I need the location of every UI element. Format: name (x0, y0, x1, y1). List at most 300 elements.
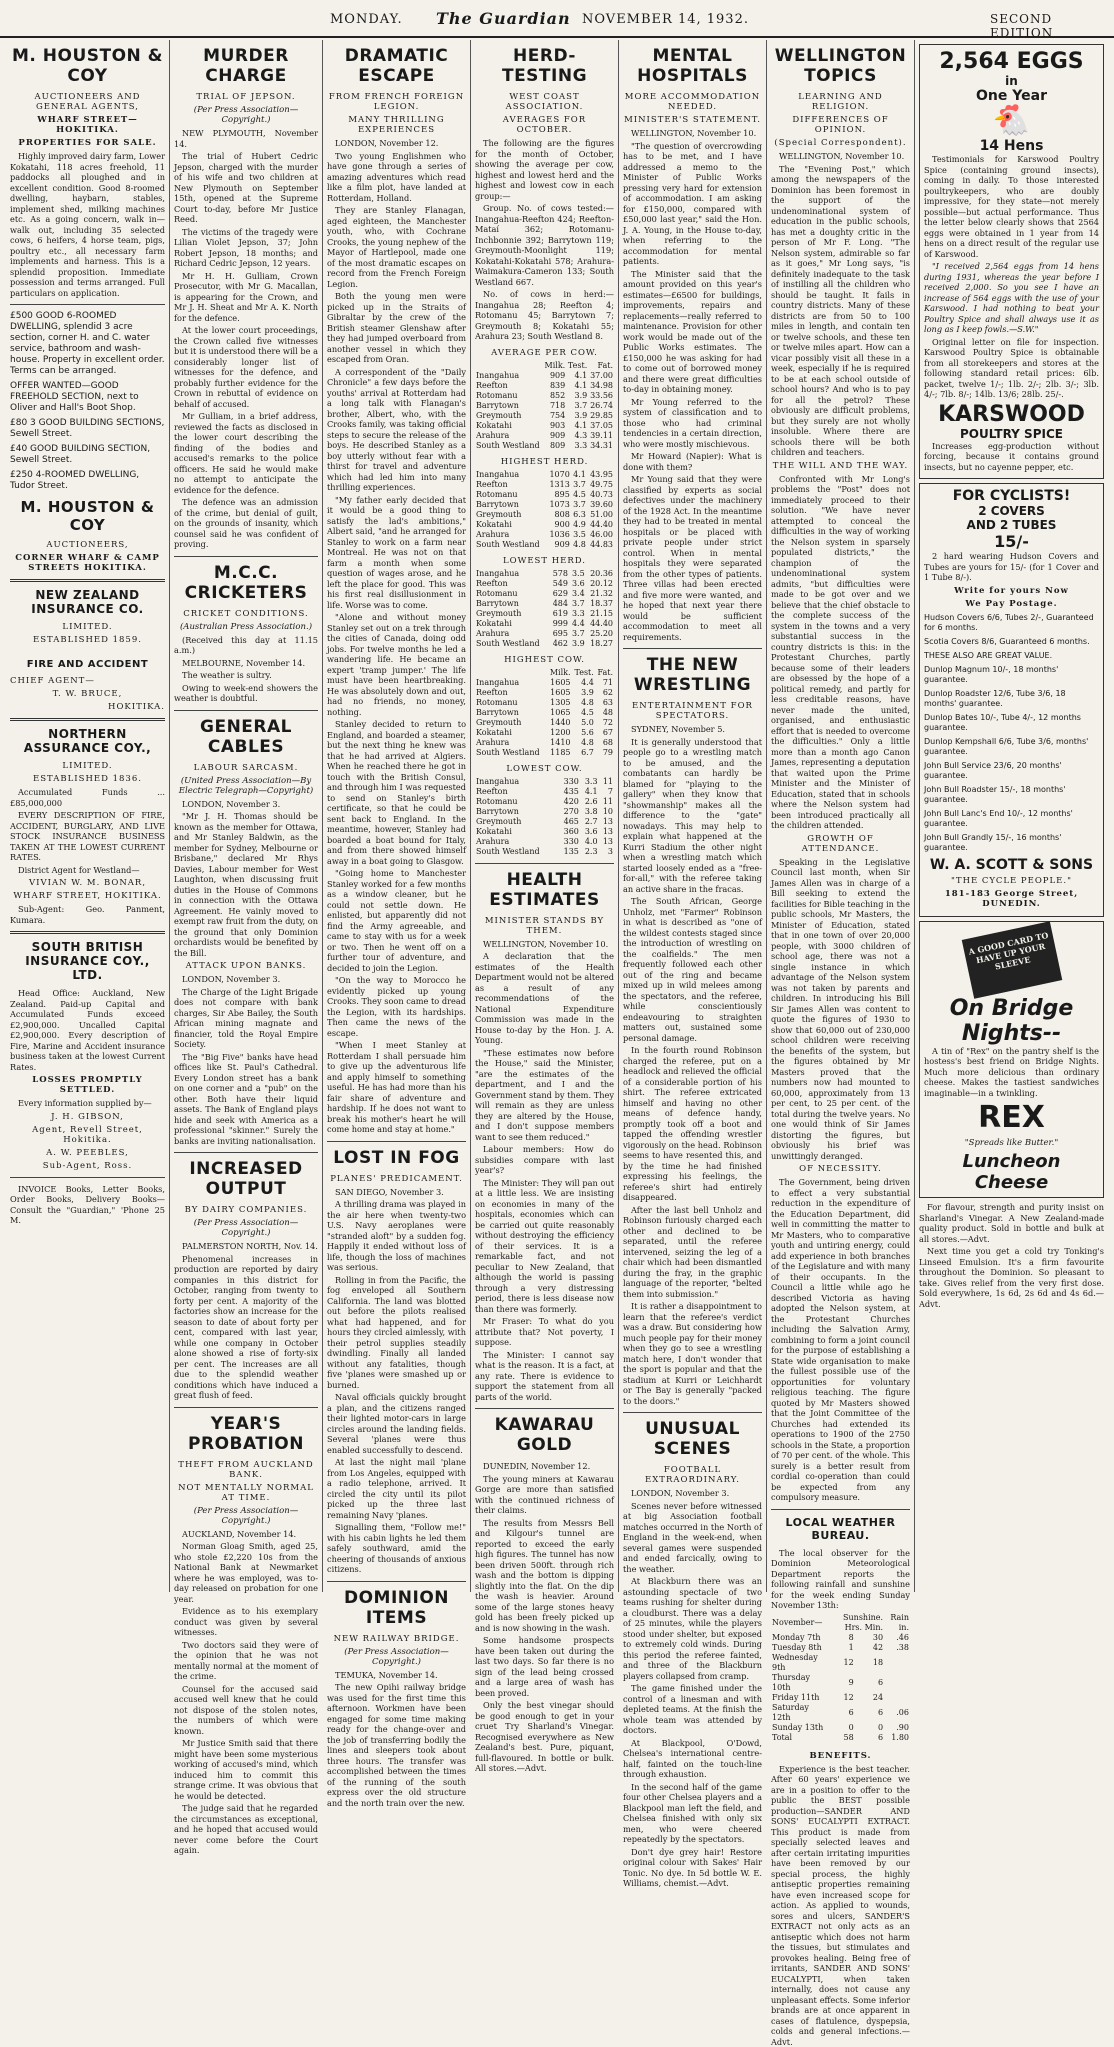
rex-ad (919, 921, 1104, 1199)
article-paragraph: (Received this day at 11.15 a.m.) (174, 635, 318, 656)
herd-table-cell: 809 (543, 441, 566, 451)
ad-text: Next time you get a cold try Tonking's Linseed Emulsion. It's a firm favourite throughout the Dominion. So pleasant to take. Gives relief from the very first dose. Sold everywhere, 1s 6d, 2s 6d and 4s 6d.—Advt. (919, 1246, 1104, 1309)
herd-table-cell: 13 (599, 817, 614, 827)
herd-table-cell: 3.7 (571, 480, 587, 490)
classified-ad: £80 3 GOOD BUILDING SECTIONS, Sewell Street. (10, 418, 165, 440)
herd-table-cell: Rotomanu (475, 490, 546, 500)
weather-row (771, 1653, 910, 1673)
herd-table (475, 361, 614, 451)
herd-table-cell: 900 (546, 520, 570, 530)
herd-table-cell: 4.4 (569, 619, 586, 629)
cyc-covers: 2 COVERS (924, 504, 1099, 518)
herd-table-cell: 68 (595, 738, 614, 748)
herd-table-cell: 3.3 (580, 777, 599, 787)
article-subheading: AVERAGES FOR OCTOBER. (475, 115, 614, 135)
northern-every: EVERY DESCRIPTION OF FIRE, ACCIDENT, BURGLARY, AND LIVE STOCK INSURANCE BUSINESS TAKEN AT THE LOWEST CURRENT RATES. (10, 810, 165, 863)
herd-table-cell: 3.7 (569, 629, 586, 639)
losses-settled: LOSSES PROMPTLY SETTLED. (10, 1075, 165, 1095)
herd-table-cell: 4.1 (566, 421, 588, 431)
herd-table-cell: 3.7 (566, 401, 588, 411)
herd-table-row (475, 510, 614, 520)
herd-table-row (475, 490, 614, 500)
weather-cell: Total (771, 1733, 825, 1743)
masthead-edition: SECOND EDITION (990, 12, 1114, 40)
herd-tables (475, 348, 614, 857)
article-paragraph: The new Opihi railway bridge was used for the first time this afternoon. Workmen have been engaged for some time making ready for the change-over and the job of transferring bodily the lines and sleepers took about three hours. The transfer was accomplished between the times of the running of the south express over the old structure and the north train over the new. (327, 1682, 466, 1808)
article-paragraph: Mr Young referred to the system of classification and to those who had criminal tendencies in a certain direction, who were mostly mischievous. (623, 397, 762, 450)
column-7 (915, 40, 1108, 1592)
article-paragraph: Only the best vinegar should be good enough to get in your cruet Try Sharland's Vinegar. Recognised everywhere as New Zealand's best. Pure, piquant, full-flavoured. In bottle or bulk. All stores.—Advt. (475, 1700, 614, 1774)
herd-table-cell: 33.56 (588, 391, 614, 401)
weather-cell: 6 (855, 1733, 884, 1743)
article-subheading: MINISTER STANDS BY THEM. (475, 916, 614, 936)
herd-table-cell: South Westland (475, 441, 543, 451)
article-subheading: ATTACK UPON BANKS. (174, 961, 318, 971)
article-paragraph: "When I meet Stanley at Rotterdam I shall persuade him to give up the adventurous life and apply himself to something useful. He has had more than his fair share of adventure and hardship. If he does not want to break his mother's heart he will come home and stay at home." (327, 1040, 466, 1135)
herd-table-cell: Greymouth (475, 510, 546, 520)
agent-peebles: A. W. PEEBLES, (10, 1148, 165, 1158)
article-paragraph: The "Evening Post," which among the newspapers of the Dominion has been foremost in the support of the undenominational system of education in the public schools, has met a doughty critic in the person of Mr F. Long. "The Nelson system, admirable so far as it goes," Mr Long says, "is definitely inadequate to the task of instilling all the children who should be taught. It fails in country districts. Many of these districts are from 50 to 100 miles in length, and contain ten or twelve schools, and these ten or twelve miles apart. How can a vicar possibly visit all these in a week, especially if he is required to be at each school outside of school hours? And who is to pay for all the petrol? These obviously are difficult problems, but they surely are not wholly insoluble. Where there are schools there will be both children and teachers. (771, 164, 910, 458)
herd-table-head: Test. (566, 361, 588, 371)
herd-table-head: Fat. (595, 668, 614, 678)
article-subheading: PLANES' PREDICAMENT. (327, 1174, 466, 1184)
herd-table-cell: 4.9 (571, 520, 587, 530)
cyclist-ad (919, 483, 1104, 917)
article-subheading: ENTERTAINMENT FOR SPECTATORS. (623, 701, 762, 721)
weather-cell: 1 (825, 1643, 854, 1653)
cyc-price: 15/- (924, 532, 1099, 551)
masthead-title: The Guardian (436, 9, 571, 28)
herd-table-head (475, 668, 547, 678)
herd-table-cell: Arahura (475, 738, 547, 748)
article-heading: HERD-TESTING (475, 46, 614, 86)
article-paragraph: Norman Gloag Smith, aged 25, who stole £2,220 10s from the National Bank at Newmarket where he was employed, was to-day released on probation for one year. (174, 1541, 318, 1604)
herd-table-cell: Arahura (475, 837, 558, 847)
article-paragraph: Counsel for the accused said accused well knew that he could not dispose of the stolen notes, the numbers of which were known. (174, 1684, 318, 1737)
herd-table-cell: 808 (546, 510, 570, 520)
weather-row (771, 1733, 910, 1743)
article-paragraph: LONDON, November 3. (174, 799, 318, 810)
herd-table-cell: 629 (549, 589, 569, 599)
herd-table-cell: 999 (549, 619, 569, 629)
weather-cell: 12 (825, 1653, 854, 1673)
article-paragraph: The weather is sultry. (174, 670, 318, 681)
article-paragraph: MELBOURNE, November 14. (174, 658, 318, 669)
article-paragraph: At the lower court proceedings, the Crown called five witnesses but it is understood there will be a considerably longer list of witnesses for the defence, and probably further evidence for the Crown in rebuttal of evidence on behalf of accused. (174, 325, 318, 409)
herd-table-cell: Inangahua (475, 777, 558, 787)
article-paragraph: Group. No. of cows tested:—Inangahua-Reefton 424; Reefton-Mataí 362; Rotomanu-Inchbonnie 392; Barrytown 119; Greymouth-Moonlight 119; Kokatahi-Kokatahi 578; Arahura-Waimakura-Cameron 133; South Westland 667. (475, 203, 614, 287)
herd-table-row (475, 817, 614, 827)
article-heading: MURDER CHARGE (174, 46, 318, 86)
herd-table-cell: 21.15 (586, 609, 614, 619)
herd-table-row (475, 718, 614, 728)
article-paragraph: It is generally understood that people go to a wrestling match to be amused, and the combatants can hardly be blamed for "playing to the gallery" when they know that "showmanship" makes all the difference to the "gate" nowadays. This may help to explain what happened at the Kurri Stadium the other night when a wrestling match which started loosely ended as a "free-for-all," with the referee taking an active share in the fracas. (623, 737, 762, 895)
weather-row (771, 1703, 910, 1723)
herd-table-cell: 3.7 (569, 599, 586, 609)
article-paragraph: DUNEDIN, November 12. (475, 1461, 614, 1472)
fire-accident: FIRE AND ACCIDENT (10, 659, 165, 670)
article-paragraph: The judge said that he regarded the circumstances as exceptional, and he hoped that accused would never come before the Court again. (174, 1803, 318, 1856)
herd-table-cell: Rotomanu (475, 391, 543, 401)
article-heading: DRAMATIC ESCAPE (327, 46, 466, 86)
vivian-name: VIVIAN W. M. BONAR, (10, 878, 165, 888)
weather-cell: Monday 7th (771, 1633, 825, 1643)
ad-text: Original letter on file for inspection. Karswood Poultry Spice is obtainable from all storekeepers and stores at the following standard retail prices: 6lb. packet, twelve 1/-; 1lb. 2/-; 2lb. 3/-; 3lb. 4/-; 7lb. 8/-; 14lb. 13/6; 28lb. 25/-. (924, 337, 1099, 400)
weather-row (771, 1643, 910, 1653)
article-paragraph: The defence was an admission of the crime, but denial of guilt, on the grounds of insanity, which counsel said he was confident of proving. (174, 497, 318, 550)
article-paragraph: Mr Gulliam, in a brief address, reviewed the facts as disclosed in the lower court describing the finding of the bodies and accused's remarks to the police officers. He said he would make no attempt to anticipate the evidence for the defence. (174, 411, 318, 495)
herd-table-cell: 578 (549, 569, 569, 579)
herd-table-cell: 29.85 (588, 411, 614, 421)
herd-table-cell: 360 (558, 827, 580, 837)
herd-table-cell: Barrytown (475, 401, 543, 411)
weather-cell: Sunday 13th (771, 1723, 825, 1733)
herd-table-cell: 1305 (547, 698, 572, 708)
herd-table-cell: South Westland (475, 540, 546, 550)
cyc-item: Dunlop Kempshall 6/6, Tube 3/6, months' guarantee. (924, 737, 1099, 757)
herd-table-cell: 3 (599, 847, 614, 857)
article-paragraph: "The question of overcrowding has to be met, and I have addressed a memo to the Minister of Public Works pressing very hard for extension of accommodation. I am asking for £150,000, compared with £50,000 last year," said the Hon. J. A. Young, in the House to-day, when referring to the accommodation for mental patients. (623, 141, 762, 267)
article-paragraph: Mr Howard (Napier): What is done with them? (623, 451, 762, 472)
herd-table-row (475, 847, 614, 857)
herd-table-head (475, 361, 543, 371)
weather-cell: 12 (825, 1693, 854, 1703)
weather-cell: 0 (825, 1723, 854, 1733)
herd-table-cell: South Westland (475, 639, 549, 649)
chief-agent-name: T. W. BRUCE, (10, 689, 165, 699)
herd-table-cell: 4.1 (566, 381, 588, 391)
article-paragraph: The victims of the tragedy were Lilian Violet Jepson, 37; John Robert Jepson, 18 months; and Richard Cedric Jepson, 12 years. (174, 227, 318, 269)
herd-table-cell: 4.5 (571, 490, 587, 500)
cyc-item: Dunlop Roadster 12/6, Tube 3/6, 18 months' guarantee. (924, 689, 1099, 709)
herd-table-cell: 71 (595, 678, 614, 688)
herd-table-cell: 5.6 (572, 728, 595, 738)
herd-table-cell: 718 (543, 401, 566, 411)
herd-table-cell: Arahura (475, 431, 543, 441)
article-paragraph: At Blackburn there was an astounding spectacle of two teams rushing for shelter during a cloudburst. There was a delay of 25 minutes, while the players stood under shelter, but exposed to extremely cold winds. During this period the referee fainted, and three of the Blackburn players collapsed from cramp. (623, 1576, 762, 1681)
rex-spreads: "Spreads like Butter." (924, 1138, 1099, 1148)
herd-table-cell: 3.5 (569, 569, 586, 579)
herd-table-row (475, 748, 614, 758)
herd-table-cell: 4.3 (566, 431, 588, 441)
article-subheading: FROM FRENCH FOREIGN LEGION. (327, 92, 466, 112)
herd-table-cell: Barrytown (475, 807, 558, 817)
article-paragraph: After the last bell Unholz and Robinson furiously charged each other and declined to be separated, until the referee intervened, seizing the leg of a chair which had been dismantled during the fray, in the graphic language of the reporter, "belted them into submission." (623, 1205, 762, 1300)
south-british-heading: SOUTH BRITISH INSURANCE COY., LTD. (10, 940, 165, 982)
northern-district: District Agent for Westland— (10, 865, 165, 876)
herd-table-title: LOWEST HERD. (475, 556, 614, 566)
nz-insurance-sub: LIMITED. (10, 622, 165, 632)
herd-table-cell: Greymouth (475, 609, 549, 619)
article-paragraph: "On the way to Morocco he evidently picked up young Crooks. They soon came to dread the Legion, with its hardships. Then came the news of the escape. (327, 975, 466, 1038)
article-paragraph: At last the night mail 'plane from Los Angeles, equipped with a radio telephone, arrived. It circled the city until its pilot picked up the three last remaining Navy 'planes. (327, 1457, 466, 1520)
article-paragraph: "Mr J. H. Thomas should be known as the member for Ottawa, and Mr Stanley Baldwin, as the member for Sydney, Melbourne or Brisbane," declared Mr Rhys Davies, Labour member for West Laughton, when discussing fruit duties in the House of Commons in connection with the Ottawa Agreement. He vainly moved to exempt raw fruit from the duty, on the ground that only Dominion orchardists would be benefited by the Bill. (174, 811, 318, 958)
houston-heading: M. HOUSTON & COY (10, 46, 165, 86)
ad-text: For flavour, strength and purity insist on Sharland's Vinegar. A New Zealand-made quality product. Sold in bottle and bulk at all stores.—Advt. (919, 1202, 1104, 1244)
herd-table-row (475, 500, 614, 510)
weather-cell: 30 (855, 1633, 884, 1643)
article-heading: THE NEW WRESTLING (623, 655, 762, 695)
weather-row (771, 1633, 910, 1643)
herd-table-cell: 695 (549, 629, 569, 639)
hen-icon: 🐔 (924, 104, 1099, 138)
herd-table-cell: 270 (558, 807, 580, 817)
northern-funds: Accumulated Funds ... £85,000,000 (10, 787, 165, 808)
article-heading: INCREASED OUTPUT (174, 1159, 318, 1199)
herd-table-cell: 1073 (546, 500, 570, 510)
herd-table-cell: 549 (549, 579, 569, 589)
herd-table-row (475, 441, 614, 451)
column-4 (471, 40, 619, 1592)
chief-agent: CHIEF AGENT— (10, 676, 165, 686)
article-heading: UNUSUAL SCENES (623, 1419, 762, 1459)
agent-peebles-sub: Sub-Agent, Ross. (10, 1161, 165, 1171)
herd-table-row (475, 470, 614, 480)
article-paragraph: Confronted with Mr Long's problems the "Post" does not immediately proceed to their solution. "We have never attempted to conceal the difficulties in the way of working the Nelson system in sparsely populated districts," the champion of the undenominational system admits, "but difficulties were made to be got over and we believe that the chief obstacle to the complete success of the system in the towns and a very substantial success in the country districts is this: in the Protestant Churches, partly because some of their leaders are obsessed by the hope of a political remedy, and partly for less creditable reasons, have never made the united, organised, and enthusiastic effort that is needed to overcome the difficulties." Only a little more than a month ago Canon James, representing a deputation that waited upon the Prime Minister and the Minister of Education, stated that in schools where the Nelson system had been introduced practically all the children attended. (771, 474, 910, 831)
weather-row (771, 1693, 910, 1703)
herd-table-cell: 39.60 (587, 500, 614, 510)
eggs-year: One Year (924, 88, 1099, 104)
herd-table (475, 569, 614, 649)
article-paragraph: It is rather a disappointment to learn that the referee's verdict was a draw. But considering how much people pay for their money when they go to see a wrestling match here, I don't wonder that the sport is popular and that the stadium at Kurri or Leichhardt or The Bay is generally "packed to the doors." (623, 1301, 762, 1406)
herd-table-cell: 839 (543, 381, 566, 391)
article-paragraph: Evidence as to his exemplary conduct was given by several witnesses. (174, 1606, 318, 1638)
herd-table-head: Milk. (547, 668, 572, 678)
herd-table-cell: 4.1 (580, 787, 599, 797)
herd-table-head: Fat. (588, 361, 614, 371)
weather-cell: 42 (855, 1643, 884, 1653)
article-paragraph: No. of cows in herd:—Inangahua 28; Reefton 4; Rotomanu 45; Barrytown 7; Greymouth 8; Kokatahi 55; Arahura 23; South Westland 8. (475, 289, 614, 342)
herd-table-row (475, 807, 614, 817)
herd-table-cell: 44.83 (587, 540, 614, 550)
masthead-date: NOVEMBER 14, 1932. (582, 12, 749, 27)
herd-table-cell: Barrytown (475, 500, 546, 510)
cyc-tubes: AND 2 TUBES (924, 518, 1099, 532)
weather-cell: Wednesday 9th (771, 1653, 825, 1673)
herd-table-row (475, 619, 614, 629)
article-subheading: FOOTBALL EXTRAORDINARY. (623, 1465, 762, 1485)
masthead-day: MONDAY. (330, 12, 403, 27)
invoice-ad: INVOICE Books, Letter Books, Order Books, Delivery Books—Consult the "Guardian," 'Phone 25 M. (10, 1184, 165, 1226)
herd-table-cell: 72 (595, 718, 614, 728)
herd-table-cell: 3.8 (580, 807, 599, 817)
herd-table-row (475, 569, 614, 579)
herd-table-cell: Arahura (475, 530, 546, 540)
herd-table-row (475, 738, 614, 748)
masthead (0, 0, 1114, 38)
article-paragraph: The Minister said that the amount provided on this year's estimates—£6500 for buildings, improvements, repairs and replacements—really referred to maintenance. Provision for other work would be made out of the Public Works estimates. The £150,000 he was asking for had to come out of borrowed money and there were great difficulties to-day in obtaining money. (623, 269, 762, 395)
article-paragraph: Signalling them, "Follow me!" with his cabin lights he led them safely southward, amid the cheering of thousands of anxious citizens. (327, 1522, 466, 1575)
weather-cell: 6 (825, 1703, 854, 1723)
houston2-street: CORNER WHARF & CAMP STREETS HOKITIKA. (10, 553, 165, 573)
herd-table-cell: 1440 (547, 718, 572, 728)
article-paragraph: Speaking in the Legislative Council last month, when Sir James Allen was in charge of a Bill seeking to extend the facilities for Bible teaching in the public schools, Mr Masters, the Minister of Education, stated that in one town of over 20,000 people, with 3000 children of school age, there was not a single instance in which advantage of the Nelson system was not taken by parents and children. In introducing his Bill Sir James Allen was content to quote the figures of 1930 to show that 60,000 out of 230,000 school children were receiving the benefits of the system, but the figures obtained by Mr Masters proved that the numbers now had mounted to 60,000, approximately from 13 per cent, to 25 per cent. of the total during the twelve years. No one would think of Sir James distorting the figures, but obviously his brief was unwittingly deranged. (771, 857, 910, 1162)
herd-table-cell: 3.3 (569, 609, 586, 619)
article-paragraph: The South African, George Unholz, met "Farmer" Robinson in what is described as "one of the wildest contests staged since the introduction of wrestling on the coalfields." The men frequently followed each other out of the ring and became mixed up in wild melees among the spectators, and the referee, while conscientiously endeavouring to straighten matters out, sustained some personal damage. (623, 896, 762, 1043)
herd-table-cell: 3.6 (580, 827, 599, 837)
herd-table-cell: 20.12 (586, 579, 614, 589)
article-source: (Per Press Association—Copyright.) (174, 105, 318, 125)
weather-cell: 6 (855, 1673, 884, 1693)
luncheon-cheese: Luncheon Cheese (924, 1151, 1099, 1193)
article-paragraph: Naval officials quickly brought a plan, and the citizens ranged their lighted motor-cars in large circles around the landing fields. Several 'planes were thus enabled successfully to descend. (327, 1392, 466, 1455)
article-paragraph: Mr Justice Smith said that there might have been some mysterious working of accused's mind, which induced him to commit this strange crime. It was obvious that he would be detected. (174, 1738, 318, 1801)
ad-quote: "I received 2,564 eggs from 14 hens during 1931, whereas the year before I received 2,000. So you see I have an increase of 564 eggs with the use of your Karswood. I had nothing to beat your Poultry Spice and shall always use it as long as I keep fowls.—S.W." (924, 261, 1099, 335)
article-subheading: NEW RAILWAY BRIDGE. (327, 1634, 466, 1644)
herd-table-row (475, 520, 614, 530)
herd-table-cell: 1036 (546, 530, 570, 540)
houston2-sub: AUCTIONEERS, (10, 540, 165, 550)
herd-table (475, 470, 614, 550)
herd-table-cell: 6.7 (572, 748, 595, 758)
article-paragraph: Some handsome prospects have been taken out during the last two days. So far there is no sign of the lead being crossed and a large area of wash has been proved. (475, 1635, 614, 1698)
herd-table-row (475, 599, 614, 609)
article-heading: MENTAL HOSPITALS (623, 46, 762, 86)
cyc-postage: We Pay Postage. (924, 599, 1099, 609)
article-paragraph: A correspondent of the "Daily Chronicle" a few days before the youths' arrival at Rotterdam had a long talk with Flanagan's brother, Albert, who, with the Crooks family, was taking official steps to secure the release of the boys. He described Stanley as a boy utterly without fear with a thirst for travel and adventure which had led him into many thrilling experiences. (327, 367, 466, 493)
cyc-item: John Bull Roadster 15/-, 18 months' guarantee. (924, 785, 1099, 805)
karswood-ad (919, 44, 1104, 479)
herd-table-row (475, 381, 614, 391)
article-paragraph: Mr H. H. Gulliam, Crown Prosecutor, with Mr G. Macallan, is appearing for the Crown, and Mr J. H. Sheat and Mr A. K. North for the defence. (174, 271, 318, 324)
article-subheading: CRICKET CONDITIONS. (174, 609, 318, 619)
herd-table-cell: 1185 (547, 748, 572, 758)
herd-table-cell: 48 (595, 708, 614, 718)
herd-table-row (475, 777, 614, 787)
herd-table-cell: 6.3 (571, 510, 587, 520)
article-subheading: MINISTER'S STATEMENT. (623, 115, 762, 125)
herd-table-cell: 3.9 (566, 411, 588, 421)
northern-sub: LIMITED. (10, 761, 165, 771)
herd-table-cell: 3.9 (569, 639, 586, 649)
cyc-item: John Bull Lanc's End 10/-, 12 months' guarantee. (924, 809, 1099, 829)
eggs-hens: 14 Hens (924, 138, 1099, 154)
herd-table-cell: Greymouth (475, 718, 547, 728)
herd-table-cell: 435 (558, 787, 580, 797)
article-paragraph: The local observer for the Dominion Meteorological Department reports the following rainfall and sunshine for the week ending Sunday November 13th: (771, 1548, 910, 1611)
herd-table-cell: 754 (543, 411, 566, 421)
herd-table-cell: 49.75 (587, 480, 614, 490)
article-paragraph: The results from Messrs Bell and Kilgour's tunnel are reported to exceed the early high figures. The tunnel has now been driven 500ft. through rich wash and the bottom is dipping slightly into the flat. On the dip the wash is heavier. Around some of the large stones heavy gold has been freely picked up and is now showing in the wash. (475, 1518, 614, 1634)
herd-table-row (475, 421, 614, 431)
herd-table-cell: Inangahua (475, 678, 547, 688)
article-heading: LOCAL WEATHER BUREAU. (771, 1516, 910, 1542)
bridge-headline: On Bridge Nights-- (924, 996, 1099, 1046)
article-paragraph: "Alone and without money Stanley set out on a trek through the cities of Canada, doing odd jobs. For twelve months he led a wandering life. He became an expert 'tramp jumper.' The life must have been heartbreaking. He was absolutely down and out, had no friends, no money, nothing. (327, 612, 466, 717)
herd-table-cell: 7 (599, 787, 614, 797)
herd-table-row (475, 629, 614, 639)
classified-ad: OFFER WANTED—GOOD FREEHOLD SECTION, next to Oliver and Hall's Boot Shop. (10, 381, 165, 414)
scott-tag: "THE CYCLE PEOPLE." (924, 876, 1099, 886)
article-paragraph: Stanley decided to return to England, and boarded a steamer, but the next thing he knew was that he had arrived at Algiers. When he reached there he got in touch with the British Consul, and through him I was requested to send on Stanley's birth certificate, so that he could be sent back to England. In the meantime, however, Stanley had boarded a boat bound for Italy, and from there showed himself away in a boat going to Glasgow. (327, 719, 466, 866)
herd-table-cell: Kokatahi (475, 728, 547, 738)
herd-table-row (475, 480, 614, 490)
weather-cell (884, 1653, 910, 1673)
weather-cell: .46 (884, 1633, 910, 1643)
herd-table-cell: Barrytown (475, 708, 547, 718)
article-paragraph: SAN DIEGO, November 3. (327, 1187, 466, 1198)
article-paragraph: The young miners at Kawarau Gorge are more than satisfied with the continued richness of their claims. (475, 1474, 614, 1516)
article-paragraph: Two young Englishmen who have gone through a series of amazing adventures which read like a film plot, have landed at Rotterdam, Holland. (327, 151, 466, 204)
herd-table-cell: Greymouth (475, 817, 558, 827)
article-heading: M.C.C. CRICKETERS (174, 563, 318, 603)
herd-table-cell: 79 (595, 748, 614, 758)
northern-heading: NORTHERN ASSURANCE COY., (10, 727, 165, 755)
herd-table-cell: 3.9 (572, 688, 595, 698)
article-paragraph: "Going home to Manchester Stanley worked for a few months as a window cleaner, but he could not settle down. He enlisted, but apparently did not find the Army agreeable, and came to stay with us for a week or two. Then he went off on a further tour of adventure, and decided to join the Legion. (327, 868, 466, 973)
weather-cell: Saturday 12th (771, 1703, 825, 1723)
article-paragraph: NEW PLYMOUTH, November 14. (174, 128, 318, 149)
herd-table-cell: Kokatahi (475, 827, 558, 837)
herd-table-title: AVERAGE PER COW. (475, 348, 614, 358)
herd-table-cell: 4.4 (572, 678, 595, 688)
herd-table-row (475, 391, 614, 401)
herd-table-row (475, 371, 614, 381)
article-subheading: LEARNING AND RELIGION. (771, 92, 910, 112)
article-source: (Per Press Association—Copyright.) (327, 1647, 466, 1667)
herd-table-cell: 44.40 (586, 619, 614, 629)
weather-row (771, 1723, 910, 1733)
weather-cell: 58 (825, 1733, 854, 1743)
herd-table-cell: 462 (549, 639, 569, 649)
herd-table-cell: 40.73 (587, 490, 614, 500)
weather-head: Rain in. (884, 1613, 910, 1633)
herd-table (475, 777, 614, 857)
weather-cell: 24 (855, 1693, 884, 1703)
herd-table-cell: 51.00 (587, 510, 614, 520)
weather-cell: Friday 11th (771, 1693, 825, 1703)
herd-table-cell: 1313 (546, 480, 570, 490)
houston2-heading: M. HOUSTON & COY (10, 498, 165, 534)
cyc-write: Write for yours Now (924, 586, 1099, 596)
herd-table-cell: 852 (543, 391, 566, 401)
herd-table-cell: 895 (546, 490, 570, 500)
herd-table-cell: Rotomanu (475, 797, 558, 807)
article-subheading: MANY THRILLING EXPERIENCES (327, 115, 466, 135)
herd-table-row (475, 530, 614, 540)
herd-table-cell: Inangahua (475, 371, 543, 381)
article-paragraph: Labour members: How do subsidies compare with last year's? (475, 1144, 614, 1176)
article-paragraph: PALMERSTON NORTH, Nov. 14. (174, 1241, 318, 1252)
herd-table-cell: Kokatahi (475, 421, 543, 431)
herd-table-cell: 26.74 (588, 401, 614, 411)
article-source: (Australian Press Association.) (174, 622, 318, 632)
article-paragraph: Phenomenal increases in production are reported by dairy companies in this district for October, ranging from twenty to forty per cent. A majority of the factories show an increase for the season to date of about forty per cent, compared with last year, while one company in October alone showed a rise of forty-six per cent. The increases are all due to the splendid weather conditions which have induced a great flush of feed. (174, 1254, 318, 1401)
herd-table-cell: 25.20 (586, 629, 614, 639)
herd-table-cell: 20.36 (586, 569, 614, 579)
article-subheading: DIFFERENCES OF OPINION. (771, 115, 910, 135)
article-paragraph: In the second half of the game four other Chelsea players and a Blackpool man left the field, and Chelsea finished with only six men, who were cheered repeatedly by the spectators. (623, 1782, 762, 1845)
article-paragraph: TEMUKA, November 14. (327, 1670, 466, 1681)
scott-address: 181-183 George Street, DUNEDIN. (924, 889, 1099, 909)
herd-table-cell: 135 (558, 847, 580, 857)
herd-table-cell: 67 (595, 728, 614, 738)
herd-table-cell: 18.27 (586, 639, 614, 649)
weather-head: Sunshine. Hrs. Min. (825, 1613, 884, 1633)
herd-table-cell: 4.1 (571, 470, 587, 480)
weather-cell: 6 (855, 1703, 884, 1723)
herd-table-cell: 43.95 (587, 470, 614, 480)
weather-table (771, 1613, 910, 1743)
south-british-text: Head Office: Auckland, New Zealand. Paid-up Capital and Accumulated Funds exceed £2,900,000. Uncalled Capital £2,900,000. Every description of Fire, Marine and Accident insurance business taken at the lowest Current Rates. (10, 988, 165, 1072)
article-paragraph: Mr Fraser: To what do you attribute that? Not poverty, I suppose. (475, 1316, 614, 1348)
weather-cell: Tuesday 8th (771, 1643, 825, 1653)
weather-row (771, 1673, 910, 1693)
herd-table-cell: 1605 (547, 678, 572, 688)
cyc-item: Dunlop Bates 10/-, Tube 4/-, 12 months guarantee. (924, 713, 1099, 733)
weather-cell (884, 1673, 910, 1693)
every-information: Every information supplied by— (10, 1098, 165, 1109)
